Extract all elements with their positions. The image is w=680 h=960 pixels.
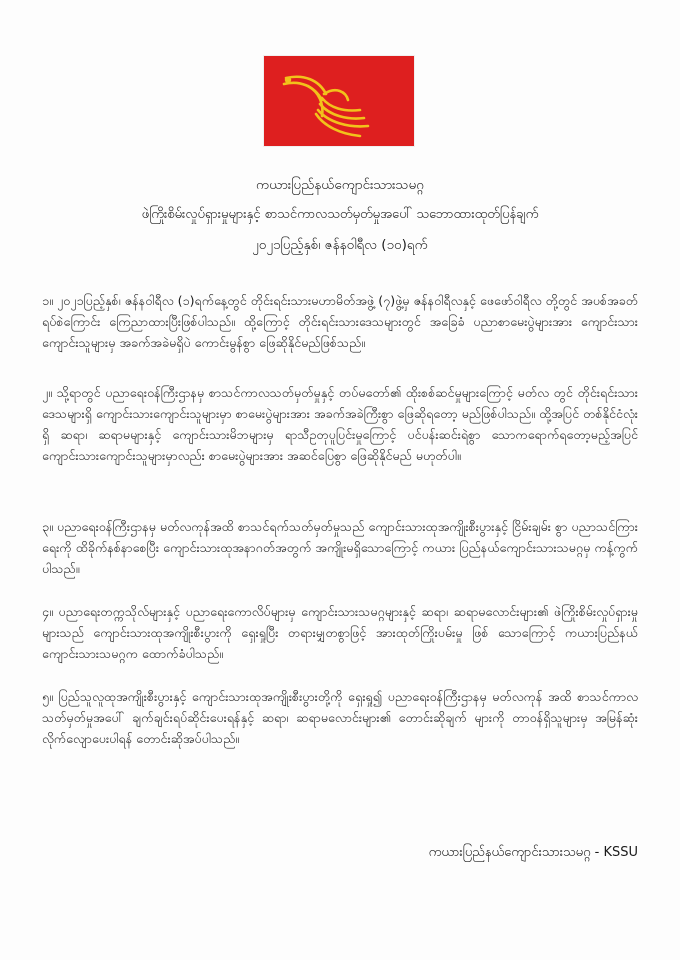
- statement-date: ၂၀၂၁ပြည့်နှစ်၊ ဇန်နဝါရီလ (၁၀)ရက်: [252, 237, 428, 253]
- golden-bird-emblem-icon: [264, 56, 414, 146]
- paragraph-2: ၂။ သို့ရာတွင် ပညာရေးဝန်ကြီးဌာနမှ စာသင်ကာလသတ်မှတ်မှုနှင့် တပ်မတော်၏ ထိုးစစ်ဆင်မှုများကြောင့် မတ်လ တွင် တိုင်းရင်းသားဒေသများရှိ ကျောင်းသားကျောင်းသူများမှာ စာမေးပွဲများအား အခက်အခဲကြီးစွာ ဖြေဆိုရတော့ မည်ဖြစ်ပါသည်။ ထို့အပြင် တစ်နိုင်ငံလုံးရှိ ဆရာ၊ ဆရာမများနှင့် ကျောင်းသားမိဘများမှ ရာသီဥတုပူပြင်းမှုကြောင့် ပင်ပန်းဆင်းရဲစွာ သောကရောက်ရတော့မည့်အပြင် ကျောင်းသားကျောင်းသူများမှာလည်း စာမေးပွဲများအား အဆင်ပြေစွာ ဖြေဆိုနိုင်မည် မဟုတ်ပါ။: [42, 385, 638, 463]
- paragraph-5: ၅။ ပြည်သူလူထုအကျိုးစီးပွားနှင့် ကျောင်းသားထုအကျိုးစီးပွားတို့ကို ရှေးရှု၍ ပညာရေးဝန်ကြီးဌာနမှ မတ်လကုန် အထိ စာသင်ကာလသတ်မှတ်မှုအပေါ် ချက်ချင်းရပ်ဆိုင်းပေးရန်နှင့် ဆရာ၊ ဆရာမလောင်းများ၏ တောင်းဆိုချက် များကို တာဝန်ရှိသူများမှ အမြန်ဆုံးလိုက်လျောပေးပါရန် တောင်းဆိုအပ်ပါသည်။: [42, 689, 638, 746]
- statement-title: ဖဲကြိုးစိမ်းလှုပ်ရှားမှုများနှင့် စာသင်ကာလသတ်မှတ်မှုအပေါ် သဘောထားထုတ်ပြန်ချက်: [141, 207, 539, 222]
- paragraph-4: ၄။ ပညာရေးတက္ကသိုလ်များနှင့် ပညာရေးကောလိပ်များမှ ကျောင်းသားသမဂ္ဂများနှင့် ဆရာ၊ ဆရာမလောင်းများ၏ ဖဲကြိုးစိမ်းလှုပ်ရှားမှုများသည် ကျောင်းသားထုအကျိုးစီးပွားကို ရှေးရှုပြီး တရားမျှတစွာဖြင့် အားထုတ်ကြိုးပမ်းမှု ဖြစ် သောကြောင့် ကယားပြည်နယ်ကျောင်းသားသမဂ္ဂက ထောက်ခံပါသည်။: [42, 604, 638, 661]
- union-flag-logo: [264, 56, 414, 146]
- paragraph-1: ၁။ ၂၀၂၁ပြည့်နှစ်၊ ဇန်နဝါရီလ (၁)ရက်နေ့တွင် တိုင်းရင်းသားမဟာမိတ်အဖွဲ့ (၇)ဖွဲ့မှ ဇန်နဝါရီလနှင့် ဖေဖော်ဝါရီလ တို့တွင် အပစ်အခတ်ရပ်စဲကြောင်း ကြေညာထားပြီးဖြစ်ပါသည်။ ထို့ကြောင့် တိုင်းရင်းသားဒေသများတွင် အခြေခံ ပညာစာမေးပွဲများအား ကျောင်းသားကျောင်းသူများမှ အခက်အခဲမရှိပဲ ကောင်းမွန်စွာ ဖြေဆိုနိုင်မည်ဖြစ်သည်။: [42, 293, 638, 350]
- org-title: ကယားပြည်နယ်ကျောင်းသားသမဂ္ဂ: [255, 177, 425, 193]
- paragraph-3: ၃။ ပညာရေးဝန်ကြီးဌာနမှ မတ်လကုန်အထိ စာသင်ရက်သတ်မှတ်မှုသည် ကျောင်းသားထုအကျိုးစီးပွားနှင့် ငြိမ်းချမ်း စွာ ပညာသင်ကြားရေးကို ထိခိုက်နစ်နာစေပြီး ကျောင်းသားထုအနာဂတ်အတွက် အကျိုးမရှိသောကြောင့် ကယား ပြည်နယ်ကျောင်းသားသမဂ္ဂမှ ကန့်ကွက်ပါသည်။: [42, 519, 638, 576]
- signature: ကယားပြည်နယ်ကျောင်းသားသမဂ္ဂ - KSSU: [428, 845, 638, 860]
